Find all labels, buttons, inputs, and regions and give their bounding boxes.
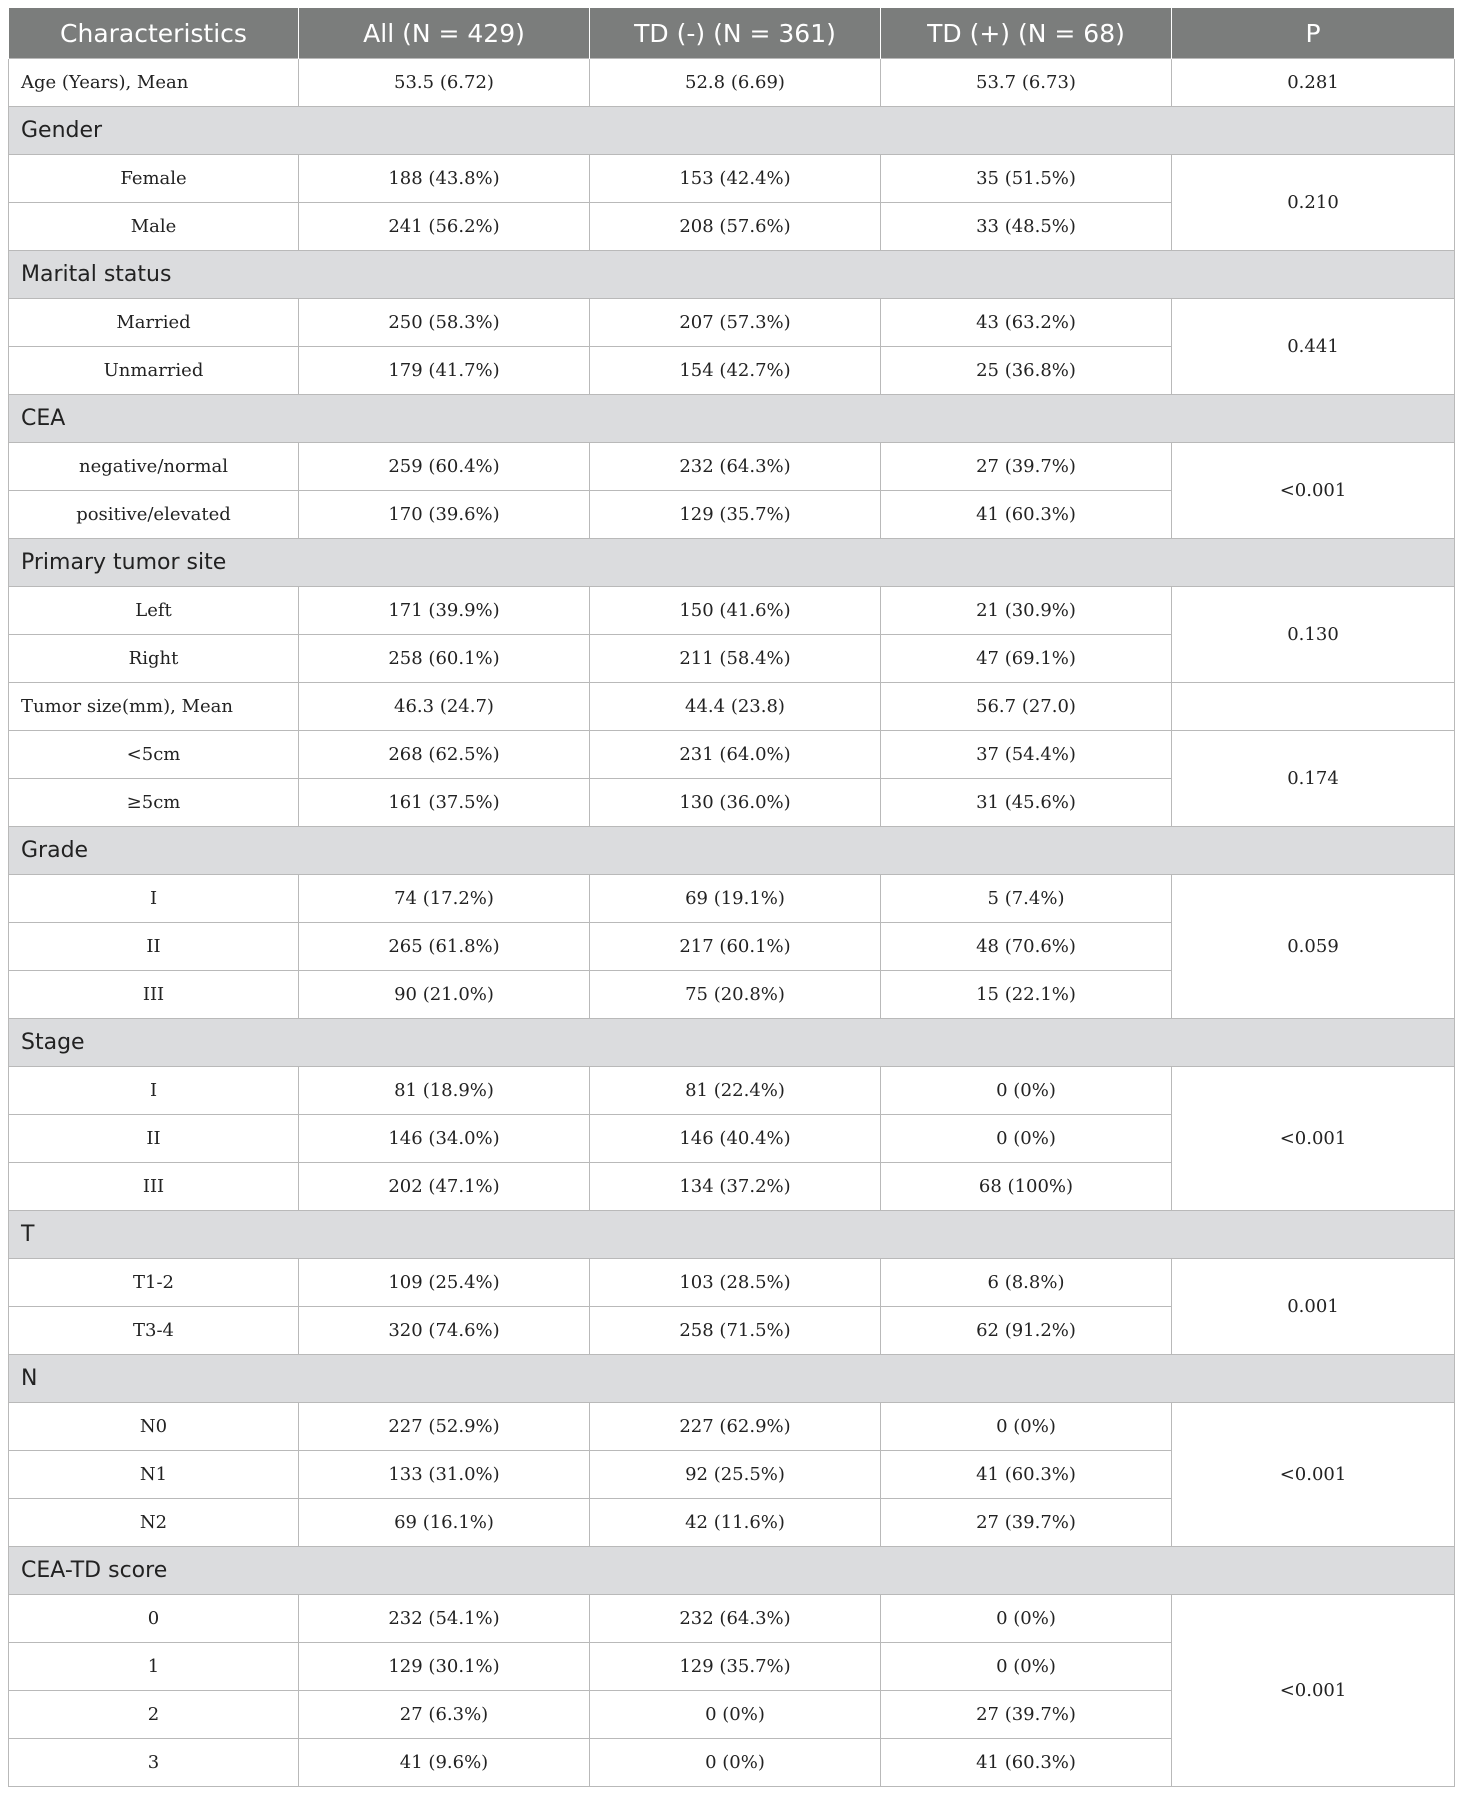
all-cell: 188 (43.8%) — [299, 155, 590, 203]
all-cell: 258 (60.1%) — [299, 635, 590, 683]
td-positive-cell: 35 (51.5%) — [881, 155, 1172, 203]
td-negative-cell: 150 (41.6%) — [590, 587, 881, 635]
characteristic-cell: Unmarried — [9, 347, 299, 395]
all-cell: 81 (18.9%) — [299, 1067, 590, 1115]
characteristic-cell: Age (Years), Mean — [9, 59, 299, 107]
characteristic-cell: N2 — [9, 1499, 299, 1547]
td-positive-cell: 56.7 (27.0) — [881, 683, 1172, 731]
td-negative-cell: 69 (19.1%) — [590, 875, 881, 923]
characteristic-cell: Right — [9, 635, 299, 683]
group-header-row — [9, 1019, 1455, 1067]
group-header-row — [9, 1211, 1455, 1259]
p-value-cell: <0.001 — [1172, 1067, 1455, 1211]
td-negative-cell: 231 (64.0%) — [590, 731, 881, 779]
group-header-row — [9, 1355, 1455, 1403]
td-positive-cell: 31 (45.6%) — [881, 779, 1172, 827]
td-positive-cell: 33 (48.5%) — [881, 203, 1172, 251]
p-value-cell: 0.174 — [1172, 731, 1455, 827]
all-cell: 46.3 (24.7) — [299, 683, 590, 731]
all-cell: 250 (58.3%) — [299, 299, 590, 347]
td-positive-cell: 6 (8.8%) — [881, 1259, 1172, 1307]
group-label: Marital status — [9, 251, 1455, 299]
characteristic-cell: I — [9, 1067, 299, 1115]
characteristic-cell: 1 — [9, 1643, 299, 1691]
group-label: Stage — [9, 1019, 1455, 1067]
header-characteristics: Characteristics — [9, 8, 299, 59]
characteristic-cell: Tumor size(mm), Mean — [9, 683, 299, 731]
characteristic-cell: Female — [9, 155, 299, 203]
table-row — [9, 1259, 1455, 1307]
td-negative-cell: 103 (28.5%) — [590, 1259, 881, 1307]
td-negative-cell: 217 (60.1%) — [590, 923, 881, 971]
characteristic-cell: T3-4 — [9, 1307, 299, 1355]
characteristic-cell: Married — [9, 299, 299, 347]
p-value-cell: 0.441 — [1172, 299, 1455, 395]
td-positive-cell: 41 (60.3%) — [881, 491, 1172, 539]
characteristic-cell: positive/elevated — [9, 491, 299, 539]
all-cell: 161 (37.5%) — [299, 779, 590, 827]
td-positive-cell: 41 (60.3%) — [881, 1739, 1172, 1787]
td-positive-cell: 68 (100%) — [881, 1163, 1172, 1211]
characteristic-cell: N1 — [9, 1451, 299, 1499]
table-body — [9, 59, 1455, 1787]
group-label: CEA-TD score — [9, 1547, 1455, 1595]
group-label: N — [9, 1355, 1455, 1403]
table-row — [9, 1403, 1455, 1451]
group-header-row — [9, 107, 1455, 155]
td-positive-cell: 0 (0%) — [881, 1115, 1172, 1163]
td-positive-cell: 0 (0%) — [881, 1595, 1172, 1643]
p-value-cell: <0.001 — [1172, 443, 1455, 539]
group-header-row — [9, 251, 1455, 299]
p-value-cell: 0.059 — [1172, 875, 1455, 1019]
all-cell: 170 (39.6%) — [299, 491, 590, 539]
td-negative-cell: 52.8 (6.69) — [590, 59, 881, 107]
group-header-row — [9, 395, 1455, 443]
all-cell: 90 (21.0%) — [299, 971, 590, 1019]
td-negative-cell: 129 (35.7%) — [590, 1643, 881, 1691]
characteristic-cell: 3 — [9, 1739, 299, 1787]
group-header-row — [9, 1547, 1455, 1595]
group-label: Primary tumor site — [9, 539, 1455, 587]
td-negative-cell: 154 (42.7%) — [590, 347, 881, 395]
group-label: CEA — [9, 395, 1455, 443]
table-row — [9, 875, 1455, 923]
td-negative-cell: 134 (37.2%) — [590, 1163, 881, 1211]
td-positive-cell: 43 (63.2%) — [881, 299, 1172, 347]
td-positive-cell: 53.7 (6.73) — [881, 59, 1172, 107]
all-cell: 268 (62.5%) — [299, 731, 590, 779]
td-negative-cell: 153 (42.4%) — [590, 155, 881, 203]
table-row — [9, 59, 1455, 107]
characteristic-cell: Male — [9, 203, 299, 251]
table-row — [9, 155, 1455, 203]
td-positive-cell: 0 (0%) — [881, 1403, 1172, 1451]
header-all: All (N = 429) — [299, 8, 590, 59]
all-cell: 129 (30.1%) — [299, 1643, 590, 1691]
td-negative-cell: 208 (57.6%) — [590, 203, 881, 251]
td-negative-cell: 232 (64.3%) — [590, 443, 881, 491]
table-header — [9, 8, 1455, 59]
all-cell: 259 (60.4%) — [299, 443, 590, 491]
all-cell: 27 (6.3%) — [299, 1691, 590, 1739]
td-positive-cell: 0 (0%) — [881, 1067, 1172, 1115]
characteristic-cell: ≥5cm — [9, 779, 299, 827]
td-negative-cell: 130 (36.0%) — [590, 779, 881, 827]
group-header-row — [9, 539, 1455, 587]
characteristic-cell: I — [9, 875, 299, 923]
header-td-negative: TD (-) (N = 361) — [590, 8, 881, 59]
all-cell: 146 (34.0%) — [299, 1115, 590, 1163]
p-value-cell: <0.001 — [1172, 1403, 1455, 1547]
group-label: Gender — [9, 107, 1455, 155]
table-row — [9, 1067, 1455, 1115]
p-value-cell — [1172, 683, 1455, 731]
group-header-row — [9, 827, 1455, 875]
characteristic-cell: II — [9, 1115, 299, 1163]
group-label: Grade — [9, 827, 1455, 875]
td-negative-cell: 44.4 (23.8) — [590, 683, 881, 731]
td-negative-cell: 232 (64.3%) — [590, 1595, 881, 1643]
td-negative-cell: 92 (25.5%) — [590, 1451, 881, 1499]
characteristic-cell: negative/normal — [9, 443, 299, 491]
td-positive-cell: 41 (60.3%) — [881, 1451, 1172, 1499]
td-negative-cell: 146 (40.4%) — [590, 1115, 881, 1163]
all-cell: 171 (39.9%) — [299, 587, 590, 635]
td-positive-cell: 27 (39.7%) — [881, 1499, 1172, 1547]
all-cell: 232 (54.1%) — [299, 1595, 590, 1643]
td-negative-cell: 81 (22.4%) — [590, 1067, 881, 1115]
characteristic-cell: N0 — [9, 1403, 299, 1451]
all-cell: 320 (74.6%) — [299, 1307, 590, 1355]
characteristic-cell: III — [9, 1163, 299, 1211]
p-value-cell: 0.210 — [1172, 155, 1455, 251]
td-positive-cell: 47 (69.1%) — [881, 635, 1172, 683]
td-negative-cell: 42 (11.6%) — [590, 1499, 881, 1547]
table-row — [9, 1595, 1455, 1643]
all-cell: 265 (61.8%) — [299, 923, 590, 971]
header-p: P — [1172, 8, 1455, 59]
table-row — [9, 683, 1455, 731]
characteristics-table — [8, 8, 1455, 1787]
header-row — [9, 8, 1455, 59]
group-label: T — [9, 1211, 1455, 1259]
td-positive-cell: 37 (54.4%) — [881, 731, 1172, 779]
td-positive-cell: 21 (30.9%) — [881, 587, 1172, 635]
td-negative-cell: 129 (35.7%) — [590, 491, 881, 539]
all-cell: 53.5 (6.72) — [299, 59, 590, 107]
td-positive-cell: 25 (36.8%) — [881, 347, 1172, 395]
td-positive-cell: 15 (22.1%) — [881, 971, 1172, 1019]
all-cell: 41 (9.6%) — [299, 1739, 590, 1787]
table-row — [9, 587, 1455, 635]
characteristic-cell: T1-2 — [9, 1259, 299, 1307]
all-cell: 69 (16.1%) — [299, 1499, 590, 1547]
all-cell: 241 (56.2%) — [299, 203, 590, 251]
table-row — [9, 299, 1455, 347]
p-value-cell: 0.130 — [1172, 587, 1455, 683]
all-cell: 74 (17.2%) — [299, 875, 590, 923]
characteristic-cell: 0 — [9, 1595, 299, 1643]
all-cell: 179 (41.7%) — [299, 347, 590, 395]
characteristic-cell: 2 — [9, 1691, 299, 1739]
header-td-positive: TD (+) (N = 68) — [881, 8, 1172, 59]
td-negative-cell: 207 (57.3%) — [590, 299, 881, 347]
td-positive-cell: 27 (39.7%) — [881, 443, 1172, 491]
characteristic-cell: Left — [9, 587, 299, 635]
all-cell: 133 (31.0%) — [299, 1451, 590, 1499]
td-negative-cell: 0 (0%) — [590, 1691, 881, 1739]
table-row — [9, 731, 1455, 779]
td-negative-cell: 0 (0%) — [590, 1739, 881, 1787]
characteristic-cell: <5cm — [9, 731, 299, 779]
td-positive-cell: 0 (0%) — [881, 1643, 1172, 1691]
td-positive-cell: 62 (91.2%) — [881, 1307, 1172, 1355]
table-row — [9, 443, 1455, 491]
all-cell: 109 (25.4%) — [299, 1259, 590, 1307]
all-cell: 202 (47.1%) — [299, 1163, 590, 1211]
all-cell: 227 (52.9%) — [299, 1403, 590, 1451]
td-negative-cell: 227 (62.9%) — [590, 1403, 881, 1451]
td-positive-cell: 27 (39.7%) — [881, 1691, 1172, 1739]
characteristic-cell: II — [9, 923, 299, 971]
p-value-cell: 0.001 — [1172, 1259, 1455, 1355]
td-negative-cell: 211 (58.4%) — [590, 635, 881, 683]
characteristic-cell: III — [9, 971, 299, 1019]
p-value-cell: 0.281 — [1172, 59, 1455, 107]
td-positive-cell: 5 (7.4%) — [881, 875, 1172, 923]
td-negative-cell: 75 (20.8%) — [590, 971, 881, 1019]
td-positive-cell: 48 (70.6%) — [881, 923, 1172, 971]
p-value-cell: <0.001 — [1172, 1595, 1455, 1787]
td-negative-cell: 258 (71.5%) — [590, 1307, 881, 1355]
